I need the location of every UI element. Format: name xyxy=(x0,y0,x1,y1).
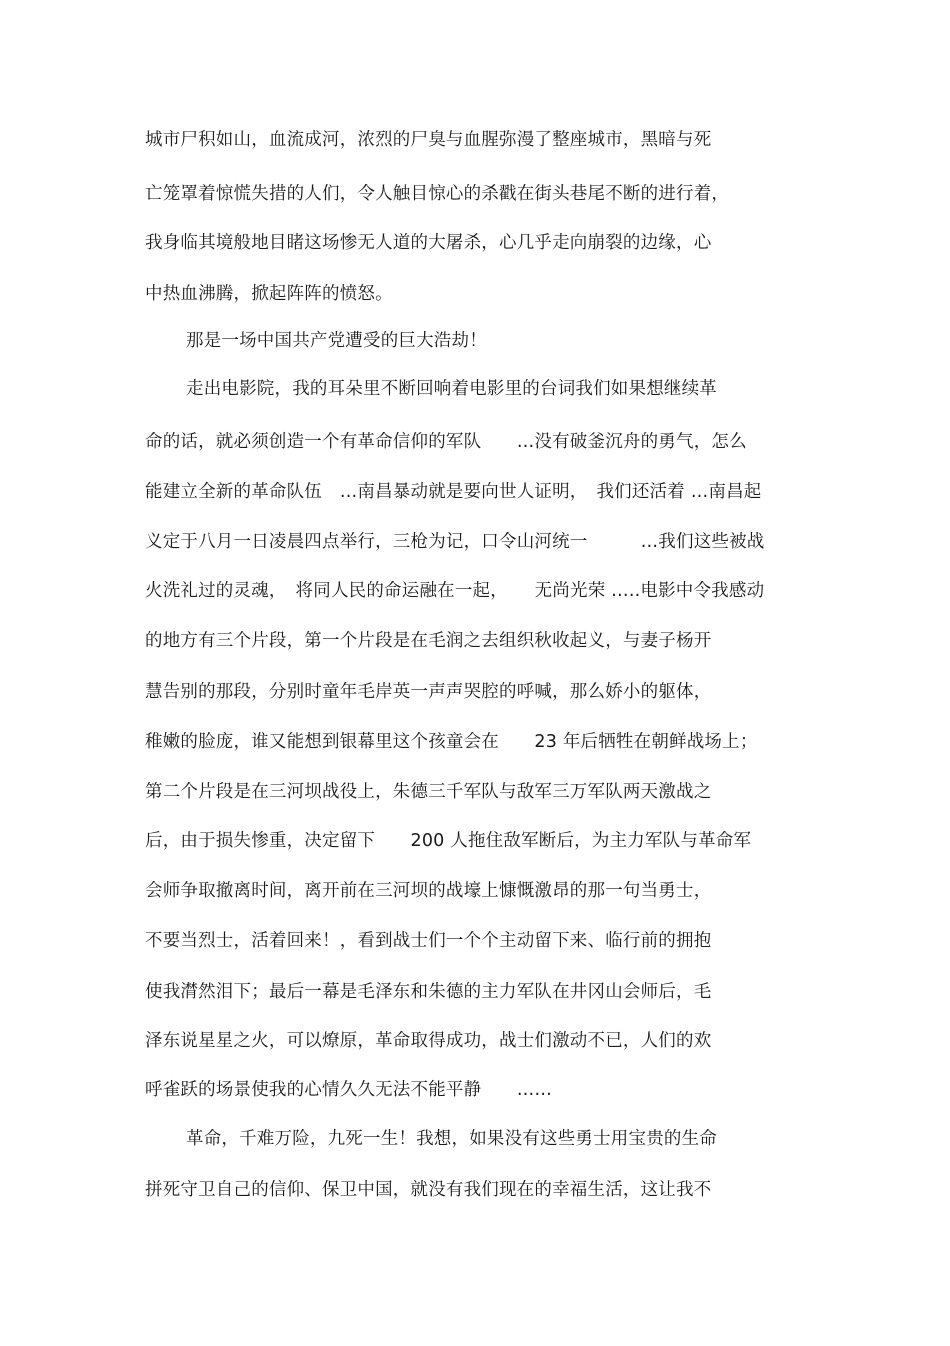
text-line: 亡笼罩着惊慌失措的人们，令人触目惊心的杀戳在街头巷尾不断的进行着， xyxy=(145,184,730,204)
text-line: 泽东说星星之火，可以燎原，革命取得成功，战士们激动不已，人们的欢 xyxy=(145,1031,712,1051)
text-line: 不要当烈士，活着回来！，看到战士们一个个主动留下来、临行前的拥抱 xyxy=(145,931,712,951)
text-line: 命的话，就必须创造一个有革命信仰的军队 …没有破釜沉舟的勇气，怎么 xyxy=(145,432,747,452)
text-line: 后，由于损失惨重，决定留下 200 人拖住敌军断后，为主力军队与革命军 xyxy=(145,831,752,851)
text-line: 第二个片段是在三河坝战役上，朱德三千军队与敌军三万军队两天激战之 xyxy=(145,782,712,802)
paragraph-start-line: 走出电影院，我的耳朵里不断回响着电影里的台词我们如果想继续革 xyxy=(186,379,717,399)
text-line: 呼雀跃的场景使我的心情久久无法不能平静 …… xyxy=(145,1080,553,1100)
text-line: 城市尸积如山，血流成河，浓烈的尸臭与血腥弥漫了整座城市，黑暗与死 xyxy=(145,130,712,150)
text-line: 使我潸然泪下；最后一幕是毛泽东和朱德的主力军队在井冈山会师后，毛 xyxy=(145,982,712,1002)
text-line: 稚嫩的脸庞，谁又能想到银幕里这个孩童会在 23 年后牺牲在朝鲜战场上； xyxy=(145,732,758,752)
text-line: 的地方有三个片段，第一个片段是在毛润之去组织秋收起义，与妻子杨开 xyxy=(145,631,712,651)
text-line: 我身临其境般地目睹这场惨无人道的大屠杀，心几乎走向崩裂的边缘，心 xyxy=(145,233,712,253)
text-line: 慧告别的那段，分别时童年毛岸英一声声哭腔的呼喊，那么娇小的躯体， xyxy=(145,682,712,702)
text-line: 火洗礼过的灵魂， 将同人民的命运融在一起， 无尚光荣 …..电影中令我感动 xyxy=(145,581,765,601)
text-line: 会师争取撤离时间，离开前在三河坝的战壕上慷慨激昂的那一句当勇士， xyxy=(145,881,712,901)
text-line: 义定于八月一日凌晨四点举行，三枪为记，口令山河统一 …我们这些被战 xyxy=(145,532,765,552)
paragraph-start-line: 那是一场中国共产党遭受的巨大浩劫！ xyxy=(186,331,487,351)
text-line: 拼死守卫自己的信仰、保卫中国，就没有我们现在的幸福生活，这让我不 xyxy=(145,1180,712,1200)
paragraph-start-line: 革命，千难万险，九死一生！我想，如果没有这些勇士用宝贵的生命 xyxy=(186,1129,717,1149)
text-line: 能建立全新的革命队伍 …南昌暴动就是要向世人证明， 我们还活着 …南昌起 xyxy=(145,482,762,502)
text-line: 中热血沸腾，掀起阵阵的愤怒。 xyxy=(145,284,393,304)
